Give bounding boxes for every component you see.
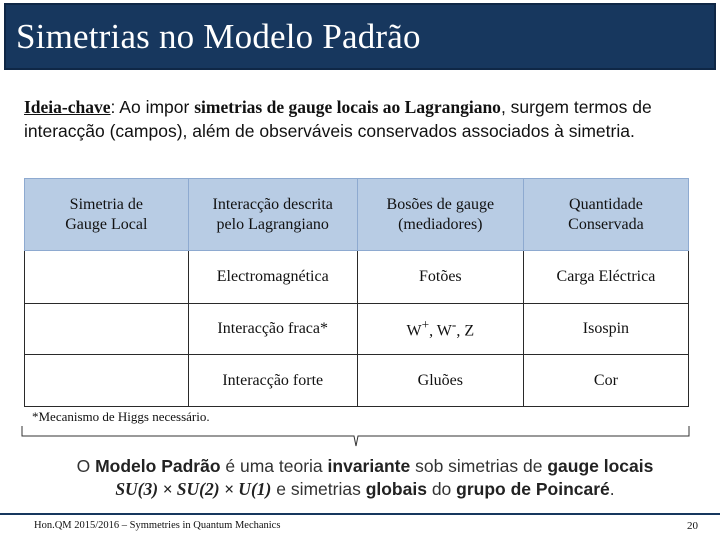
cell-conserved: Carga Eléctrica — [523, 251, 688, 304]
table-row — [25, 251, 689, 304]
sup-minus: - — [451, 317, 457, 333]
table-row — [25, 304, 689, 355]
cell-bosons: Gluões — [357, 355, 523, 407]
header-conserved-quantity — [523, 179, 688, 251]
header-interaction — [188, 179, 357, 251]
header-text: Simetria de — [69, 195, 143, 213]
title-bar — [0, 0, 720, 74]
header-text: Conservada — [568, 215, 644, 233]
header-text: Interacção descrita — [212, 195, 333, 213]
cell-bosons: Fotões — [357, 251, 523, 304]
bracket-brace — [20, 424, 692, 450]
boson-sep-2: , Z — [456, 322, 475, 340]
cell-interaction: Interacção fraca* — [188, 304, 357, 355]
key-idea-paragraph — [24, 95, 696, 143]
cell-bosons — [357, 304, 523, 355]
footnote: *Mecanismo de Higgs necessário. — [32, 409, 210, 424]
key-idea-label: Ideia-chave — [24, 97, 111, 117]
key-idea-colon: : — [110, 97, 116, 117]
table-header-row — [25, 179, 689, 251]
conclusion-part: . — [609, 479, 615, 499]
conclusion-part: O — [76, 456, 96, 476]
symmetry-table — [24, 178, 689, 407]
conclusion-text — [60, 455, 670, 501]
cell-conserved: Isospin — [523, 304, 688, 355]
cell-symmetry — [25, 251, 189, 304]
boson-w: W — [406, 322, 422, 340]
key-idea-text-1: Ao impor — [115, 97, 195, 117]
slide-title: Simetrias no Modelo Padrão — [16, 17, 421, 56]
conclusion-bold: globais — [365, 479, 427, 499]
conclusion-bold: Modelo Padrão — [95, 456, 221, 476]
cell-interaction: Interacção forte — [188, 355, 357, 407]
header-text: (mediadores) — [398, 215, 483, 233]
table-row — [25, 355, 689, 407]
header-text: pelo Lagrangiano — [216, 215, 329, 233]
header-gauge-symmetry — [25, 179, 189, 251]
conclusion-bold: grupo de Poincaré — [456, 479, 610, 499]
footer-course: Hon.QM 2015/2016 – Symmetries in Quantum Mechanics — [34, 520, 281, 531]
title-banner — [4, 3, 716, 70]
conclusion-bold: gauge locais — [547, 456, 654, 476]
footer-divider — [0, 513, 720, 515]
cell-interaction: Electromagnética — [188, 251, 357, 304]
conclusion-part: é uma teoria — [220, 456, 328, 476]
sup-plus: + — [421, 317, 430, 333]
conclusion-part: e simetrias — [271, 479, 366, 499]
page-number: 20 — [687, 520, 698, 532]
header-gauge-bosons — [357, 179, 523, 251]
header-text: Bosões de gauge — [386, 195, 495, 213]
cell-symmetry — [25, 304, 189, 355]
conclusion-part: sob simetrias de — [410, 456, 548, 476]
key-idea-text-2: , surgem termos de interacção (campos), além de observáveis conservados associados à simetria. — [24, 97, 652, 141]
cell-symmetry — [25, 355, 189, 407]
header-text: Gauge Local — [65, 215, 148, 233]
conclusion-part: do — [426, 479, 457, 499]
key-idea-bold: simetrias de gauge locais ao Lagrangiano — [194, 97, 501, 117]
conclusion-bold: invariante — [327, 456, 411, 476]
boson-sep-1: , W — [429, 322, 452, 340]
gauge-group-formula: SU(3) × SU(2) × U(1) — [115, 479, 272, 499]
cell-conserved: Cor — [523, 355, 688, 407]
header-text: Quantidade — [569, 195, 643, 213]
